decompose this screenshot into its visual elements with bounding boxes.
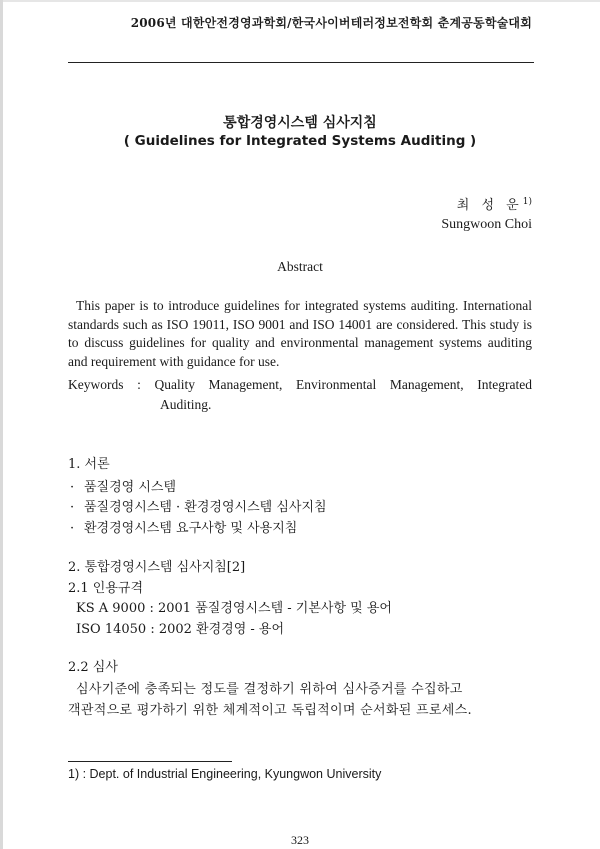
list-item-text: 품질경영시스템 · 환경경영시스템 심사지침 bbox=[84, 500, 327, 515]
title-english: ( Guidelines for Integrated Systems Auditing ) bbox=[123, 133, 477, 149]
author-korean-name bbox=[457, 194, 532, 213]
definition-line-1: 심사기준에 충족되는 정도를 결정하기 위하여 심사증거를 수집하고 bbox=[76, 682, 463, 697]
keywords-line-1 bbox=[68, 375, 532, 395]
list-item-text: 환경경영시스템 요구사항 및 사용지침 bbox=[84, 521, 298, 536]
list-item bbox=[70, 476, 176, 495]
page-number: 323 bbox=[291, 833, 309, 847]
author-footnote-mark: 1) bbox=[522, 197, 532, 207]
keyword-word: Management, bbox=[389, 377, 464, 392]
bullet-symbol: · bbox=[70, 500, 75, 515]
footnote-rule bbox=[68, 761, 232, 762]
keywords-label: Keywords bbox=[68, 377, 124, 392]
abstract-body: This paper is to introduce guidelines for integrated systems auditing. International standards such as ISO 19011, ISO 9001 and ISO 14001 are considered. This study is to discuss guidelines for quality and environmental management systems auditing and requirement with guidance for use. bbox=[68, 298, 532, 369]
section-2-heading: 2. 통합경영시스템 심사지침[2] bbox=[68, 560, 246, 575]
running-head: 2006년 대한안전경영과학회/한국사이버테러정보전학회 춘계공동학술대회 bbox=[130, 16, 532, 30]
footnote: 1) : Dept. of Industrial Engineering, Kyungwon University bbox=[68, 767, 382, 781]
definition-line-2: 객관적으로 평가하기 위한 체계적이고 독립적이며 순서화된 프로세스. bbox=[68, 703, 472, 718]
list-item bbox=[70, 517, 297, 536]
header-rule bbox=[68, 62, 534, 63]
title-korean: 통합경영시스템 심사지침 bbox=[223, 115, 377, 131]
keywords-block bbox=[68, 375, 532, 415]
keywords-colon: : bbox=[137, 377, 141, 392]
section-2-1-heading: 2.1 인용규격 bbox=[68, 581, 144, 596]
section-2-2-heading: 2.2 심사 bbox=[68, 660, 118, 675]
author-name-text: 최 성 운 bbox=[456, 198, 523, 213]
reference-standard: KS A 9000 : 2001 품질경영시스템 - 기본사항 및 용어 bbox=[76, 601, 392, 616]
keywords-line-2: Auditing. bbox=[160, 397, 212, 412]
keyword-word: Integrated bbox=[477, 377, 532, 392]
section-1-heading: 1. 서론 bbox=[68, 457, 110, 472]
list-item bbox=[70, 496, 327, 515]
bullet-symbol: · bbox=[70, 521, 75, 536]
abstract-heading: Abstract bbox=[277, 259, 323, 274]
bullet-symbol: · bbox=[70, 480, 75, 495]
list-item-text: 품질경영 시스템 bbox=[84, 480, 177, 495]
author-english-name: Sungwoon Choi bbox=[441, 217, 532, 232]
keyword-word: Management, bbox=[208, 377, 283, 392]
reference-standard: ISO 14050 : 2002 환경경영 - 용어 bbox=[76, 622, 285, 637]
keyword-word: Environmental bbox=[296, 377, 377, 392]
keyword-word: Quality bbox=[154, 377, 195, 392]
